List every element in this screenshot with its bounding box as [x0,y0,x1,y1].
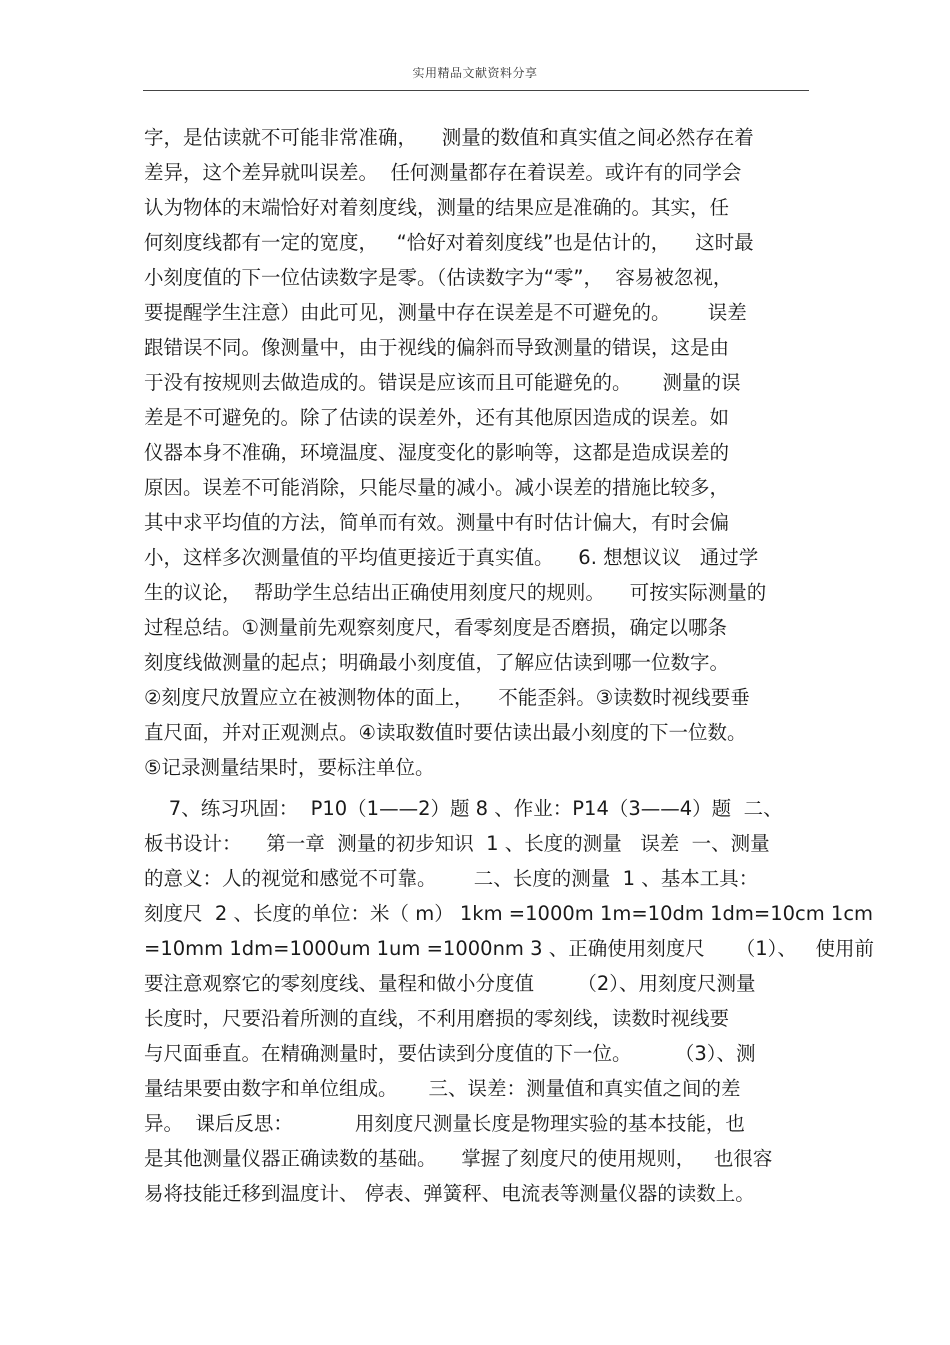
text-line: 生的议论， 帮助学生总结出正确使用刻度尺的规则。 可按实际测量的 [144,581,767,604]
text-line: 量结果要由数字和单位组成。 三、误差：测量值和真实值之间的差 [144,1077,741,1100]
page-header: 实用精品文献资料分享 [412,66,538,80]
text-line: 长度时，尺要沿着所测的直线，不利用磨损的零刻线，读数时视线要 [144,1007,730,1030]
text-line: 差是不可避免的。除了估读的误差外，还有其他原因造成的误差。如 [144,406,730,429]
text-line: ②刻度尺放置应立在被测物体的面上， 不能歪斜。③读数时视线要垂 [144,686,750,709]
text-line: 过程总结。①测量前先观察刻度尺，看零刻度是否磨损，确定以哪条 [144,616,727,639]
text-line: 刻度线做测量的起点；明确最小刻度值，了解应估读到哪一位数字。 [144,651,730,674]
text-line: 直尺面，并对正观测点。④读取数值时要估读出最小刻度的下一位数。 [144,721,747,744]
text-line: 小，这样多次测量值的平均值更接近于真实值。 6. 想想议议 通过学 [144,546,759,569]
text-line: 原因。误差不可能消除，只能尽量的减小。减小误差的措施比较多， [144,476,730,499]
text-line: 认为物体的末端恰好对着刻度线，测量的结果应是准确的。其实，任 [144,196,730,219]
text-line: 是其他测量仪器正确读数的基础。 掌握了刻度尺的使用规则， 也很容 [144,1147,773,1170]
text-line: 要注意观察它的零刻度线、量程和做小分度值 （2）、用刻度尺测量 [144,972,756,995]
text-line: 要提醒学生注意）由此可见，测量中存在误差是不可避免的。 误差 [144,301,747,324]
text-line: 易将技能迁移到温度计、 停表、弹簧秤、电流表等测量仪器的读数上。 [144,1182,755,1205]
text-line: 差异，这个差异就叫误差。 任何测量都存在着误差。或许有的同学会 [144,161,742,184]
text-line: 异。 课后反思： 用刻度尺测量长度是物理实验的基本技能，也 [144,1112,745,1135]
text-line: 仪器本身不准确，环境温度、湿度变化的影响等，这都是造成误差的 [144,441,730,464]
text-line: ⑤记录测量结果时，要标注单位。 [144,756,435,779]
text-line: 于没有按规则去做造成的。错误是应该而且可能避免的。 测量的误 [144,371,741,394]
text-line: 字，是估读就不可能非常准确， 测量的数值和真实值之间必然存在着 [144,126,754,149]
text-line: 的意义：人的视觉和感觉不可靠。 二、长度的测量 1 、基本工具： [144,867,759,890]
text-line: 板书设计： 第一章 测量的初步知识 1 、长度的测量 误差 一、测量 [144,832,770,855]
text-line: 跟错误不同。像测量中，由于视线的偏斜而导致测量的错误，这是由 [144,336,730,359]
text-line: 与尺面垂直。在精确测量时，要估读到分度值的下一位。 （3）、测 [144,1042,756,1065]
header-divider [143,90,809,91]
text-line: 刻度尺 2 、长度的单位：米（ m） 1km =1000m 1m=10dm 1dm=10cm 1cm [144,902,874,925]
text-line: 小刻度值的下一位估读数字是零。（估读数字为“零”， 容易被忽视， [144,266,733,289]
text-line: =10mm 1dm=1000um 1um =1000nm 3 、正确使用刻度尺 （1）、 使用前 [144,937,874,960]
text-line: 其中求平均值的方法，简单而有效。测量中有时估计偏大，有时会偏 [144,511,730,534]
text-line: 7、练习巩固： P10（1——2）题 8 、作业：P14（3——4）题 二、 [144,797,783,820]
text-line: 何刻度线都有一定的宽度， “恰好对着刻度线”也是估计的， 这时最 [144,231,754,254]
document-body [144,120,874,1211]
